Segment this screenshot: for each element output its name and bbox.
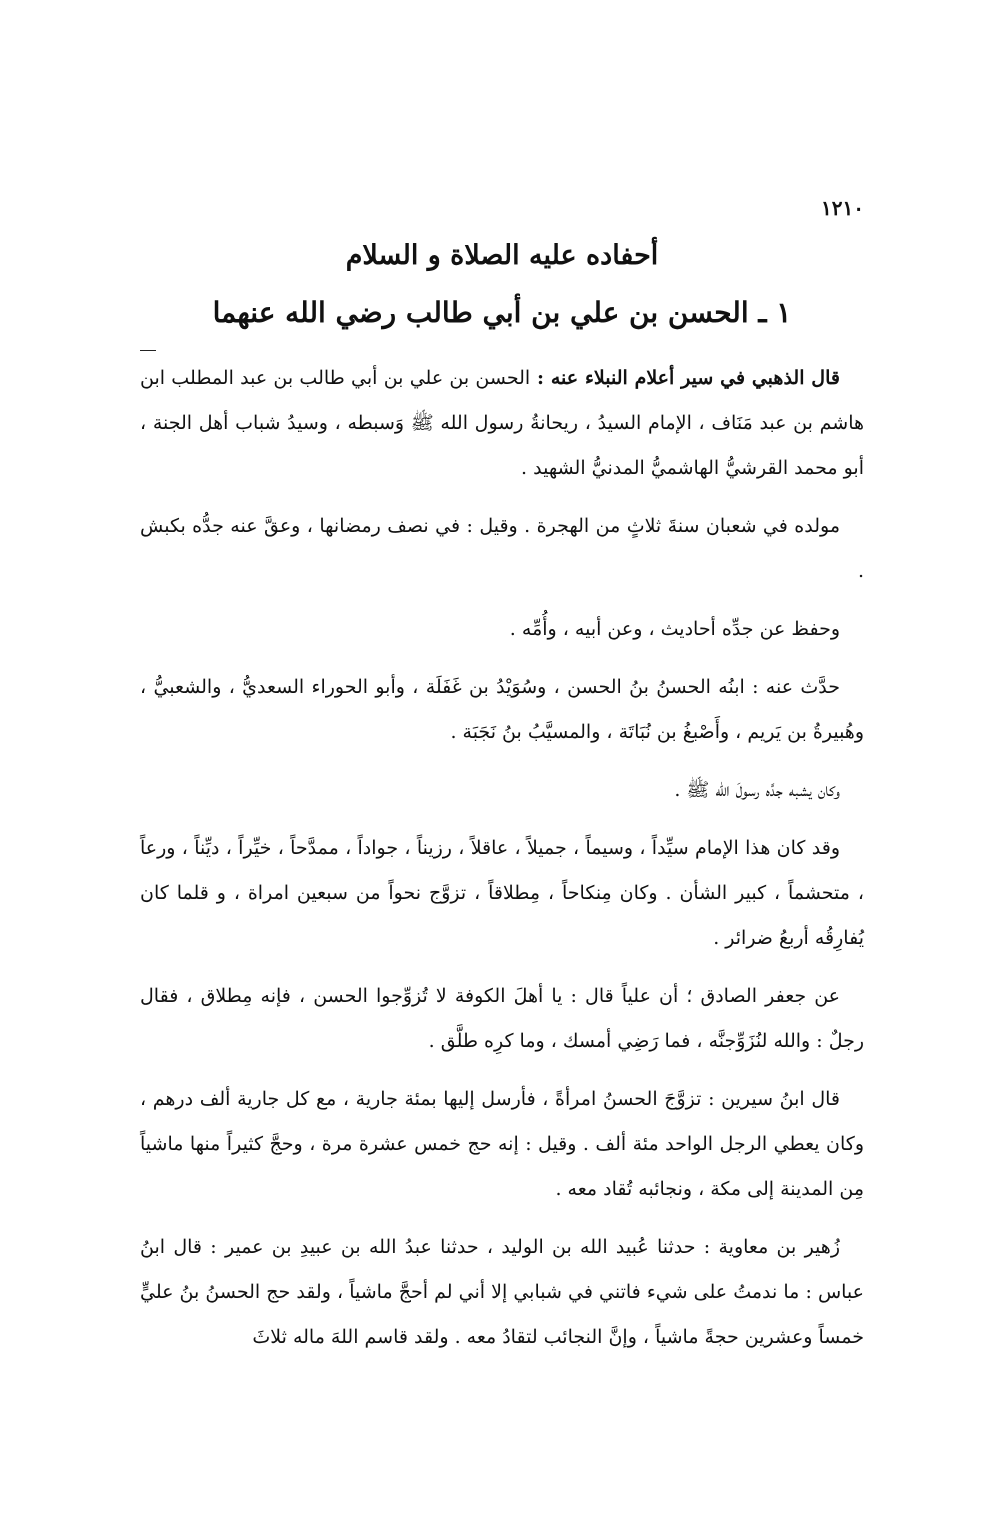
section-divider	[140, 350, 156, 351]
paragraph-lead: قال الذهبي في سير أعلام النبلاء عنه :	[530, 367, 840, 389]
paragraph-8	[140, 1077, 864, 1212]
paragraph-text: مولده في شعبان سنةَ ثلاثٍ من الهجرة . وقيل : في نصف رمضانها ، وعقَّ عنه جدُّه بكبش .	[140, 515, 864, 582]
paragraph-2	[140, 504, 864, 594]
paragraph-1	[140, 356, 864, 491]
paragraph-4	[140, 665, 864, 755]
paragraph-text: وحفظ عن جدِّه أحاديث ، وعن أبيه ، وأُمِّه .	[509, 618, 840, 640]
paragraph-7	[140, 974, 864, 1064]
paragraph-text: حدَّث عنه : ابنُه الحسنُ بنُ الحسن ، وسُوَيْدُ بن غَفَلَة ، وأبو الحوراء السعديُّ ، والشعبيُّ ، وهُبيرةُ بن يَريم ، وأَصْبغُ بن نُبَاتَة ، والمسيَّبُ بنُ نَجَبَة .	[140, 676, 864, 743]
paragraph-3	[140, 607, 864, 652]
body-text	[140, 356, 864, 1373]
paragraph-9	[140, 1225, 864, 1360]
chapter-title: أحفاده عليه الصلاة و السلام	[345, 240, 659, 271]
paragraph-text: وكان يشبه جدَّه رسولَ الله ﷺ .	[674, 779, 840, 801]
page-number: ١٢١٠	[821, 196, 864, 220]
paragraph-6	[140, 826, 864, 961]
paragraph-text: الحسن بن علي بن أبي طالب بن عبد المطلب ابن هاشم بن عبد مَنَاف ، الإمام السيدُ ، ريحانةُ رسول الله ﷺ وَسبطه ، وسيدُ شباب أهل الجنة ، أبو محمد القرشيُّ الهاشميُّ المدنيُّ الشهيد .	[140, 367, 864, 479]
paragraph-text: عن جعفر الصادق ؛ أن علياً قال : يا أهلَ الكوفة لا تُزوِّجوا الحسن ، فإنه مِطلاق ، فقال رجلٌ : والله لنُزَوِّجنَّه ، فما رَضِي أمسك ، وما كرِه طلَّق .	[140, 985, 864, 1052]
paragraph-text: وقد كان هذا الإمام سيِّداً ، وسيماً ، جميلاً ، عاقلاً ، رزيناً ، جواداً ، ممدَّحاً ، خيِّراً ، ديِّناً ، ورعاً ، متحشماً ، كبير الشأن . وكان مِنكاحاً ، مِطلاقاً ، تزوَّج نحواً من سبعين امراة ، و قلما كان يُفارِقُه أربعُ ضرائر .	[140, 837, 864, 949]
section-title: ١ ـ الحسن بن علي بن أبي طالب رضي الله عنهما	[212, 296, 792, 329]
paragraph-5	[140, 768, 864, 813]
paragraph-text: قال ابنُ سيرين : تزوَّجَ الحسنُ امرأةً ، فأرسل إليها بمئة جارية ، مع كل جارية ألف درهم ، وكان يعطي الرجل الواحد مئة ألف . وقيل : إنه حج خمس عشرة مرة ، وحجَّ كثيراً منها ماشياً مِن المدينة إلى مكة ، ونجائبه تُقاد معه .	[140, 1088, 864, 1200]
paragraph-text: زُهير بن معاوية : حدثنا عُبيد الله بن الوليد ، حدثنا عبدُ الله بن عبيدِ بن عمير : قال ابنُ عباس : ما ندمتُ على شيء فاتني في شبابي إلا أني لم أحجَّ ماشياً ، ولقد حج الحسنُ بنُ عليٍّ خمساً وعشرين حجةً ماشياً ، وإنَّ النجائب لتقادُ معه . ولقد قاسم اللهَ ماله ثلاثَ	[140, 1236, 864, 1348]
